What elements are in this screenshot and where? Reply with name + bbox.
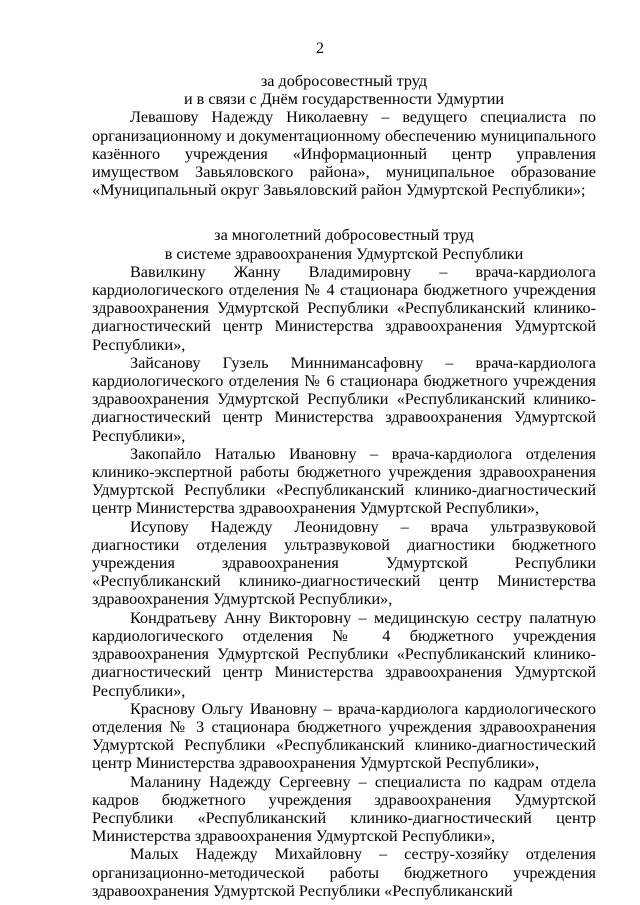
award-entry: Малых Надежду Михайловну – сестру-хозяйку отделения организационно-методической работы бюджетного учреждения здравоохранения Удмуртской Республики «Республиканский [92,845,596,900]
award-entry: Левашову Надежду Николаевну – ведущего специалиста по организационному и документационному обеспечению муниципального казённого учреждения «Информационный центр управления имуществом Завьяловского района», муниципальное образование «Муниципальный округ Завьяловский район Удмуртской Республики»; [92,108,596,200]
section-regional-day [92,72,596,199]
award-entry: Исупову Надежду Леонидовну – врача ультразвуковой диагностики отделения ультразвуковой диагностики бюджетного учреждения здравоохранения Удмуртской Республики «Республиканский клинико-диагностический центр Министерства здравоохранения Удмуртской Республики», [92,517,596,609]
document-body [92,72,596,900]
page-number: 2 [316,40,324,57]
award-entry: Закопайло Наталью Ивановну – врача-кардиолога отделения клинико-экспертной работы бюджетного учреждения здравоохранения Удмуртской Республики «Республиканский клинико-диагностический центр Министерства здравоохранения Удмуртской Республики», [92,444,596,518]
award-entry: Вавилкину Жанну Владимировну – врача-кардиолога кардиологического отделения № 4 стационара бюджетного учреждения здравоохранения Удмуртской Республики «Республиканский клинико-диагностический центр Министерства здравоохранения Удмуртской Республики», [92,262,596,354]
award-entry: Краснову Ольгу Ивановну – врача-кардиолога кардиологического отделения № 3 стационара бюджетного учреждения здравоохранения Удмуртской Республики «Республиканский клинико-диагностический центр Министерства здравоохранения Удмуртской Республики», [92,699,596,773]
section-heading-line: за добросовестный труд [260,72,428,90]
section-heading-line: за многолетний добросовестный труд [214,226,474,245]
award-entry: Маланину Надежду Сергеевну – специалиста по кадрам отдела кадров бюджетного учреждения здравоохранения Удмуртской Республики «Республиканский клинико-диагностический центр Министерства здравоохранения Удмуртской Республики», [92,772,596,846]
award-entry: Зайсанову Гузель Миннимансафовну – врача-кардиолога кардиологического отделения № 6 стационара бюджетного учреждения здравоохранения Удмуртской Республики «Республиканский клинико-диагностический центр Министерства здравоохранения Удмуртской Республики», [92,353,596,445]
section-healthcare [92,226,596,900]
section-heading-line: и в связи с Днём государственности Удмуртии [183,90,505,109]
award-entry: Кондратьеву Анну Викторовну – медицинскую сестру палатную кардиологического отделения № 4 бюджетного учреждения здравоохранения Удмуртской Республики «Республиканский клинико-диагностический центр Министерства здравоохранения Удмуртской Республики», [92,608,596,700]
section-gap [92,199,596,226]
section-heading-line: в системе здравоохранения Удмуртской Республики [164,244,524,263]
